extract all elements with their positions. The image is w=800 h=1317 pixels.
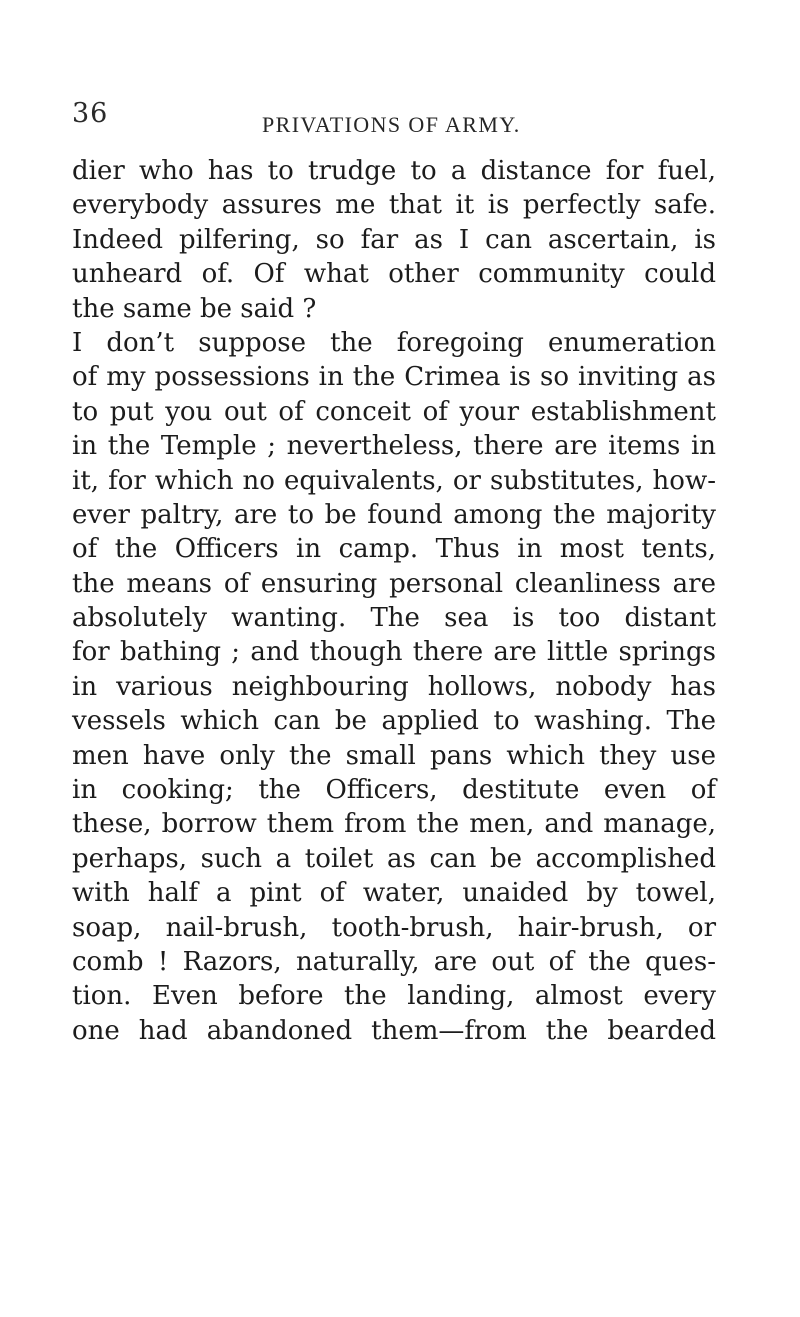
text-line: everybody assures me that it is perfectly safe. bbox=[72, 190, 716, 221]
running-title: PRIVATIONS OF ARMY. bbox=[262, 112, 521, 137]
text-line: it, for which no equivalents, or substitutes, how- bbox=[72, 465, 716, 496]
text-line: unheard of. Of what other community could bbox=[72, 259, 716, 290]
text-line: in various neighbouring hollows, nobody has bbox=[72, 671, 716, 702]
text-line: vessels which can be applied to washing. The bbox=[72, 706, 716, 737]
text-line: the means of ensuring personal cleanliness are bbox=[72, 568, 716, 599]
text-line: absolutely wanting. The sea is too distant bbox=[72, 603, 716, 634]
text-line: perhaps, such a toilet as can be accomplished bbox=[72, 843, 716, 874]
text-line: the same be said ? bbox=[72, 293, 317, 324]
text-line: of my possessions in the Crimea is so inviting as bbox=[72, 362, 716, 393]
text-line: with half a pint of water, unaided by towel, bbox=[72, 878, 716, 909]
text-line: of the Officers in camp. Thus in most tents, bbox=[72, 534, 716, 565]
body-text bbox=[72, 154, 716, 1048]
text-line: Indeed pilfering, so far as I can ascertain, is bbox=[72, 224, 716, 255]
paragraph-start-line: I don’t suppose the foregoing enumeration bbox=[72, 327, 716, 358]
text-line: dier who has to trudge to a distance for fuel, bbox=[72, 156, 716, 186]
text-line: ever paltry, are to be found among the majority bbox=[72, 499, 716, 530]
text-line: soap, nail-brush, tooth-brush, hair-brush, or bbox=[72, 912, 716, 943]
text-line: one had abandoned them—from the bearded bbox=[72, 1015, 716, 1046]
text-line: to put you out of conceit of your establishment bbox=[72, 396, 716, 427]
text-line: in the Temple ; nevertheless, there are items in bbox=[72, 431, 716, 462]
text-line: these, borrow them from the men, and manage, bbox=[72, 809, 716, 840]
text-line: in cooking; the Officers, destitute even of bbox=[72, 775, 716, 806]
text-line: comb ! Razors, naturally, are out of the ques- bbox=[72, 946, 716, 977]
text-line: tion. Even before the landing, almost every bbox=[72, 981, 716, 1012]
text-line: men have only the small pans which they use bbox=[72, 740, 716, 771]
running-head bbox=[72, 98, 716, 142]
text-line: for bathing ; and though there are little springs bbox=[72, 637, 716, 668]
page-number: 36 bbox=[72, 98, 109, 129]
